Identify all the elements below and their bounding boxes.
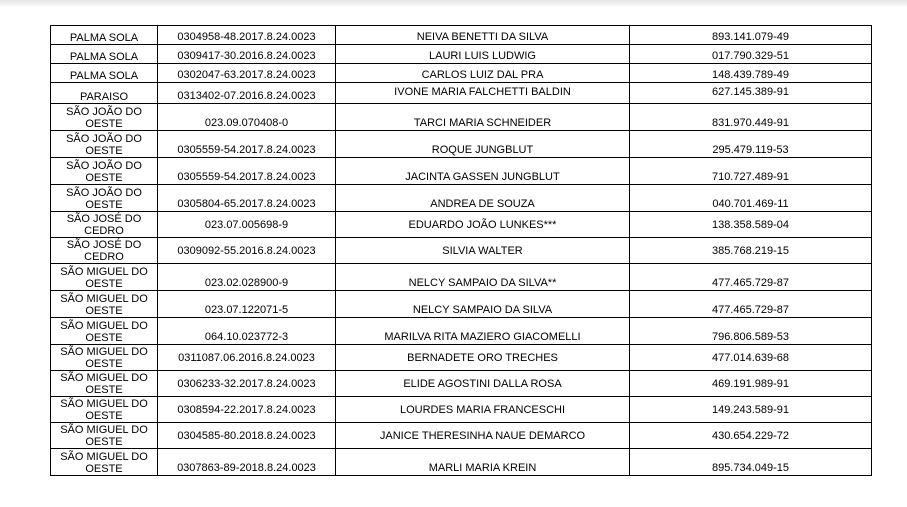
process-cell: 0308594-22.2017.8.24.0023: [158, 397, 336, 423]
city-cell: SÃO MIGUEL DO OESTE: [51, 264, 158, 291]
cpf-cell: 895.734.049-15: [630, 449, 872, 476]
name-cell: ELIDE AGOSTINI DALLA ROSA: [336, 371, 630, 397]
process-cell: 0313402-07.2016.8.24.0023: [158, 83, 336, 104]
city-cell: SÃO MIGUEL DO OESTE: [51, 423, 158, 449]
name-cell: BERNADETE ORO TRECHES: [336, 345, 630, 371]
name-cell: NEIVA BENETTI DA SILVA: [336, 26, 630, 45]
name-cell: ANDREA DE SOUZA: [336, 185, 630, 212]
table-row: [51, 345, 872, 371]
table-row: [51, 212, 872, 238]
name-cell: ROQUE JUNGBLUT: [336, 131, 630, 158]
records-table: [50, 25, 872, 476]
cpf-cell: 477.014.639-68: [630, 345, 872, 371]
table-row: [51, 423, 872, 449]
city-cell: SÃO MIGUEL DO OESTE: [51, 449, 158, 476]
table-row: [51, 238, 872, 264]
table-row: [51, 158, 872, 185]
cpf-cell: 148.439.789-49: [630, 64, 872, 83]
city-cell: PALMA SOLA: [51, 64, 158, 83]
table-row: [51, 64, 872, 83]
cpf-cell: 295.479.119-53: [630, 131, 872, 158]
cpf-cell: 469.191.989-91: [630, 371, 872, 397]
name-cell: IVONE MARIA FALCHETTI BALDIN: [336, 83, 630, 104]
cpf-cell: 796.806.589-53: [630, 318, 872, 345]
city-cell: SÃO MIGUEL DO OESTE: [51, 291, 158, 318]
name-cell: JACINTA GASSEN JUNGBLUT: [336, 158, 630, 185]
process-cell: 0304958-48.2017.8.24.0023: [158, 26, 336, 45]
cpf-cell: 477.465.729-87: [630, 291, 872, 318]
name-cell: MARLI MARIA KREIN: [336, 449, 630, 476]
name-cell: LAURI LUIS LUDWIG: [336, 45, 630, 64]
table-row: [51, 318, 872, 345]
process-cell: 064.10.023772-3: [158, 318, 336, 345]
process-cell: 0309417-30.2016.8.24.0023: [158, 45, 336, 64]
viewer-top-shadow: [0, 0, 907, 6]
process-cell: 0305559-54.2017.8.24.0023: [158, 158, 336, 185]
name-cell: CARLOS LUIZ DAL PRA: [336, 64, 630, 83]
name-cell: MARILVA RITA MAZIERO GIACOMELLI: [336, 318, 630, 345]
cpf-cell: 040.701.469-11: [630, 185, 872, 212]
table-row: [51, 185, 872, 212]
city-cell: SÃO JOSÉ DO CEDRO: [51, 212, 158, 238]
cpf-cell: 430.654.229-72: [630, 423, 872, 449]
process-cell: 0302047-63.2017.8.24.0023: [158, 64, 336, 83]
process-cell: 0311087.06.2016.8.24.0023: [158, 345, 336, 371]
process-cell: 0305804-65.2017.8.24.0023: [158, 185, 336, 212]
city-cell: SÃO JOÃO DO OESTE: [51, 158, 158, 185]
city-cell: SÃO JOÃO DO OESTE: [51, 185, 158, 212]
city-cell: SÃO JOÃO DO OESTE: [51, 131, 158, 158]
city-cell: SÃO MIGUEL DO OESTE: [51, 345, 158, 371]
process-cell: 0307863-89-2018.8.24.0023: [158, 449, 336, 476]
city-cell: PALMA SOLA: [51, 26, 158, 45]
table-row: [51, 371, 872, 397]
cpf-cell: 138.358.589-04: [630, 212, 872, 238]
cpf-cell: 893.141.079-49: [630, 26, 872, 45]
cpf-cell: 710.727.489-91: [630, 158, 872, 185]
table-row: [51, 264, 872, 291]
name-cell: NELCY SAMPAIO DA SILVA**: [336, 264, 630, 291]
cpf-cell: 627.145.389-91: [630, 83, 872, 104]
table-row: [51, 83, 872, 104]
table-row: [51, 26, 872, 45]
name-cell: SILVIA WALTER: [336, 238, 630, 264]
city-cell: SÃO MIGUEL DO OESTE: [51, 371, 158, 397]
city-cell: SÃO MIGUEL DO OESTE: [51, 318, 158, 345]
city-cell: SÃO MIGUEL DO OESTE: [51, 397, 158, 423]
table-row: [51, 449, 872, 476]
process-cell: 023.07.122071-5: [158, 291, 336, 318]
name-cell: EDUARDO JOÃO LUNKES***: [336, 212, 630, 238]
city-cell: PALMA SOLA: [51, 45, 158, 64]
table-row: [51, 131, 872, 158]
process-cell: 0304585-80.2018.8.24.0023: [158, 423, 336, 449]
table-row: [51, 104, 872, 131]
cpf-cell: 149.243.589-91: [630, 397, 872, 423]
process-cell: 0309092-55.2016.8.24.0023: [158, 238, 336, 264]
table-row: [51, 291, 872, 318]
process-cell: 023.02.028900-9: [158, 264, 336, 291]
process-cell: 023.07.005698-9: [158, 212, 336, 238]
name-cell: TARCI MARIA SCHNEIDER: [336, 104, 630, 131]
process-cell: 023.09.070408-0: [158, 104, 336, 131]
name-cell: NELCY SAMPAIO DA SILVA: [336, 291, 630, 318]
cpf-cell: 477.465.729-87: [630, 264, 872, 291]
cpf-cell: 017.790.329-51: [630, 45, 872, 64]
city-cell: PARAISO: [51, 83, 158, 104]
name-cell: LOURDES MARIA FRANCESCHI: [336, 397, 630, 423]
process-cell: 0305559-54.2017.8.24.0023: [158, 131, 336, 158]
city-cell: SÃO JOÃO DO OESTE: [51, 104, 158, 131]
process-cell: 0306233-32.2017.8.24.0023: [158, 371, 336, 397]
cpf-cell: 831.970.449-91: [630, 104, 872, 131]
table-row: [51, 45, 872, 64]
name-cell: JANICE THERESINHA NAUE DEMARCO: [336, 423, 630, 449]
city-cell: SÃO JOSÉ DO CEDRO: [51, 238, 158, 264]
table-row: [51, 397, 872, 423]
cpf-cell: 385.768.219-15: [630, 238, 872, 264]
